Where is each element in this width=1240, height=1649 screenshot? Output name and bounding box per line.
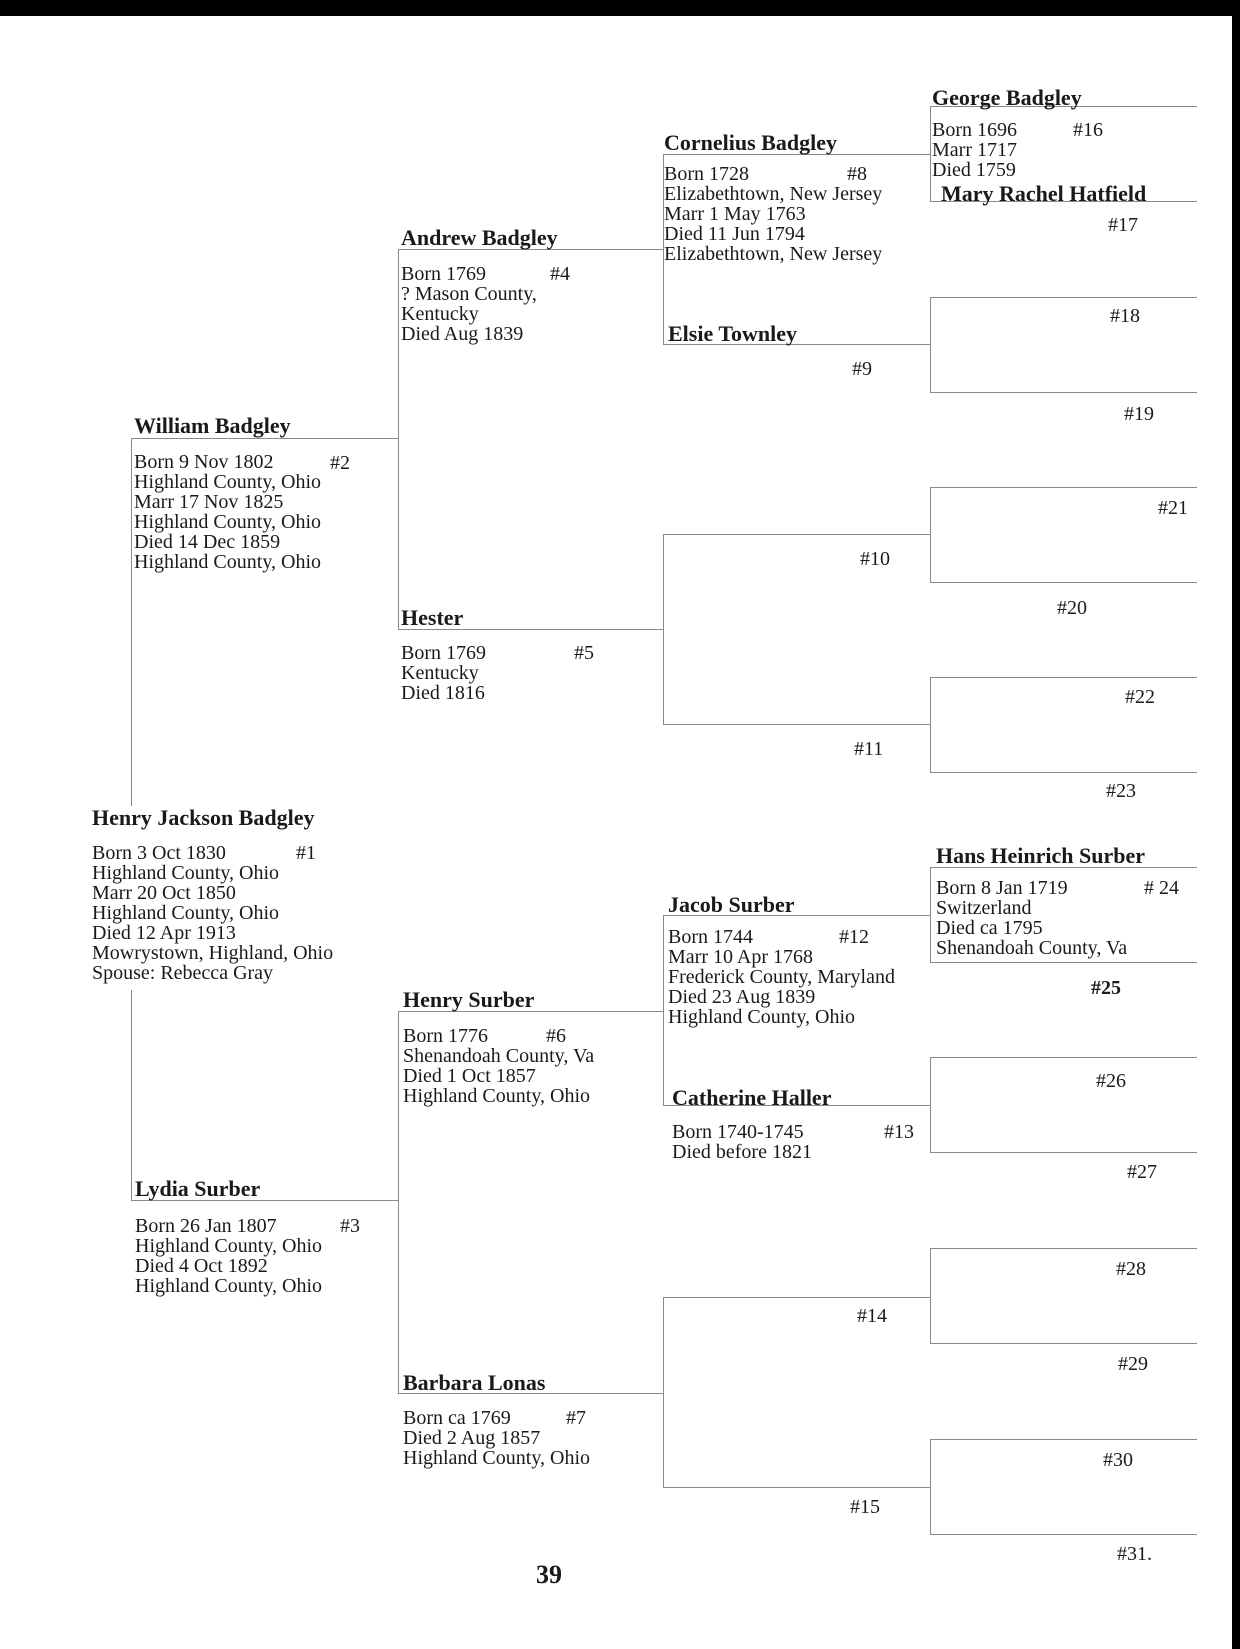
connector-line xyxy=(930,106,931,202)
connector-line xyxy=(663,1297,931,1298)
detail-line: Marr 17 Nov 1825 xyxy=(134,491,284,513)
connector-line xyxy=(930,1343,1197,1344)
person-name: Henry Surber xyxy=(403,987,535,1012)
detail-line: Died 23 Aug 1839 xyxy=(668,986,816,1008)
detail-line: Born 1744 xyxy=(668,926,753,948)
person-number: #28 xyxy=(1116,1258,1146,1280)
detail-line: Died 4 Oct 1892 xyxy=(135,1255,268,1277)
detail-line: Marr 1717 xyxy=(932,139,1017,161)
person-number: #13 xyxy=(884,1121,914,1143)
detail-line: Kentucky xyxy=(401,303,479,325)
connector-line xyxy=(663,724,931,725)
person-number: #30 xyxy=(1103,1449,1133,1471)
detail-line: Died 14 Dec 1859 xyxy=(134,531,281,553)
connector-line xyxy=(930,1152,1197,1153)
detail-line: Died 12 Apr 1913 xyxy=(92,922,236,944)
detail-line: Marr 10 Apr 1768 xyxy=(668,946,813,968)
person-number: #9 xyxy=(852,358,872,380)
connector-line xyxy=(131,438,399,439)
detail-line: Born 3 Oct 1830 xyxy=(92,842,226,864)
person-name: Elsie Townley xyxy=(668,321,797,346)
detail-line: Born 8 Jan 1719 xyxy=(936,877,1068,899)
detail-line: Spouse: Rebecca Gray xyxy=(92,962,274,984)
person-number: #5 xyxy=(574,642,594,664)
detail-line: Born 1776 xyxy=(403,1025,488,1047)
person-name: Andrew Badgley xyxy=(401,225,558,250)
connector-line xyxy=(930,297,931,393)
person-name: Lydia Surber xyxy=(135,1176,261,1201)
person-number: #27 xyxy=(1127,1161,1157,1183)
person-details xyxy=(672,1122,812,1162)
person-name: Mary Rachel Hatfield xyxy=(941,181,1147,206)
detail-line: Highland County, Ohio xyxy=(134,471,322,493)
detail-line: Shenandoah County, Va xyxy=(936,937,1128,959)
person-number: #4 xyxy=(550,263,570,285)
person-name: William Badgley xyxy=(134,413,291,438)
detail-line: Elizabethtown, New Jersey xyxy=(664,183,883,205)
detail-line: Mowrystown, Highland, Ohio xyxy=(92,942,334,964)
person-name: Hans Heinrich Surber xyxy=(936,843,1146,868)
detail-line: Born ca 1769 xyxy=(403,1407,511,1429)
person-name: Cornelius Badgley xyxy=(664,130,837,155)
detail-line: Died before 1821 xyxy=(672,1141,812,1163)
detail-line: ? Mason County, xyxy=(401,283,537,305)
connector-line xyxy=(131,990,132,1201)
top-scan-border xyxy=(0,0,1240,16)
detail-line: Died 1 Oct 1857 xyxy=(403,1065,536,1087)
person-name: Barbara Lonas xyxy=(403,1370,546,1395)
person-number: #14 xyxy=(857,1305,887,1327)
detail-line: Born 9 Nov 1802 xyxy=(134,451,274,473)
detail-line: Switzerland xyxy=(936,897,1032,919)
person-number: #26 xyxy=(1096,1070,1126,1092)
detail-line: Elizabethtown, New Jersey xyxy=(664,243,883,265)
connector-line xyxy=(663,1487,931,1488)
person-details xyxy=(134,452,321,572)
connector-line xyxy=(930,1439,1197,1440)
person-number: #23 xyxy=(1106,780,1136,802)
detail-line: Highland County, Ohio xyxy=(92,862,280,884)
connector-line xyxy=(930,487,1197,488)
detail-line: Highland County, Ohio xyxy=(135,1235,323,1257)
connector-line xyxy=(930,487,931,583)
detail-line: Born 1696 xyxy=(932,119,1017,141)
person-number: #18 xyxy=(1110,305,1140,327)
person-number: #25 xyxy=(1091,977,1121,999)
person-number: #17 xyxy=(1108,214,1138,236)
person-details xyxy=(92,843,333,983)
detail-line: Born 1728 xyxy=(664,163,749,185)
connector-line xyxy=(930,962,1197,963)
detail-line: Highland County, Ohio xyxy=(403,1447,591,1469)
connector-line xyxy=(930,392,1197,393)
connector-line xyxy=(930,1057,931,1153)
person-details xyxy=(401,643,486,703)
person-name: Hester xyxy=(401,605,464,630)
detail-line: Born 1740-1745 xyxy=(672,1121,804,1143)
detail-line: Highland County, Ohio xyxy=(668,1006,856,1028)
person-number: #20 xyxy=(1057,597,1087,619)
connector-line xyxy=(930,297,1197,298)
detail-line: Highland County, Ohio xyxy=(92,902,280,924)
detail-line: Born 1769 xyxy=(401,263,486,285)
connector-line xyxy=(930,1248,1197,1249)
person-details xyxy=(668,927,895,1027)
detail-line: Highland County, Ohio xyxy=(134,511,322,533)
detail-line: Kentucky xyxy=(401,662,479,684)
detail-line: Highland County, Ohio xyxy=(135,1275,323,1297)
person-name: George Badgley xyxy=(932,85,1082,110)
person-number: #1 xyxy=(296,842,316,864)
detail-line: Highland County, Ohio xyxy=(134,551,322,573)
connector-line xyxy=(930,1534,1197,1535)
connector-line xyxy=(398,1011,399,1394)
person-name: Catherine Haller xyxy=(672,1085,832,1110)
person-number: #22 xyxy=(1125,686,1155,708)
detail-line: Died 1816 xyxy=(401,682,485,704)
connector-line xyxy=(930,772,1197,773)
person-details xyxy=(403,1026,594,1106)
connector-line xyxy=(663,534,931,535)
person-number: #10 xyxy=(860,548,890,570)
person-details xyxy=(936,878,1127,958)
connector-line xyxy=(663,915,664,1105)
connector-line xyxy=(930,677,931,773)
connector-line xyxy=(930,1248,931,1344)
person-number: #21 xyxy=(1158,497,1188,519)
person-number: #31. xyxy=(1117,1543,1152,1565)
detail-line: Died ca 1795 xyxy=(936,917,1043,939)
person-number: #29 xyxy=(1118,1353,1148,1375)
right-scan-border xyxy=(1232,0,1240,1649)
detail-line: Died 2 Aug 1857 xyxy=(403,1427,541,1449)
detail-line: Marr 1 May 1763 xyxy=(664,203,806,225)
detail-line: Shenandoah County, Va xyxy=(403,1045,595,1067)
connector-line xyxy=(663,1297,664,1487)
person-number: #6 xyxy=(546,1025,566,1047)
detail-line: Frederick County, Maryland xyxy=(668,966,895,988)
connector-line xyxy=(131,438,132,806)
connector-line xyxy=(930,1439,931,1535)
person-number: #11 xyxy=(854,738,884,760)
person-name: Jacob Surber xyxy=(668,892,795,917)
connector-line xyxy=(398,249,399,630)
connector-line xyxy=(930,677,1197,678)
person-number: #16 xyxy=(1073,119,1103,141)
person-details xyxy=(664,164,882,264)
connector-line xyxy=(663,534,664,725)
person-details xyxy=(403,1408,590,1468)
person-number: #12 xyxy=(839,926,869,948)
detail-line: Marr 20 Oct 1850 xyxy=(92,882,236,904)
detail-line: Born 1769 xyxy=(401,642,486,664)
person-name: Henry Jackson Badgley xyxy=(92,805,315,830)
connector-line xyxy=(930,867,931,963)
person-details xyxy=(932,120,1017,180)
connector-line xyxy=(930,1057,1197,1058)
person-number: #8 xyxy=(847,163,867,185)
detail-line: Died Aug 1839 xyxy=(401,323,524,345)
detail-line: Highland County, Ohio xyxy=(403,1085,591,1107)
person-number: #19 xyxy=(1124,403,1154,425)
page-number: 39 xyxy=(536,1560,562,1589)
person-number: # 24 xyxy=(1144,877,1179,899)
person-number: #2 xyxy=(330,452,350,474)
detail-line: Died 11 Jun 1794 xyxy=(664,223,805,245)
person-number: #3 xyxy=(340,1215,360,1237)
detail-line: Died 1759 xyxy=(932,159,1016,181)
connector-line xyxy=(930,582,1197,583)
person-details xyxy=(401,264,537,344)
detail-line: Born 26 Jan 1807 xyxy=(135,1215,277,1237)
person-number: #15 xyxy=(850,1496,880,1518)
person-number: #7 xyxy=(566,1407,586,1429)
person-details xyxy=(135,1216,322,1296)
